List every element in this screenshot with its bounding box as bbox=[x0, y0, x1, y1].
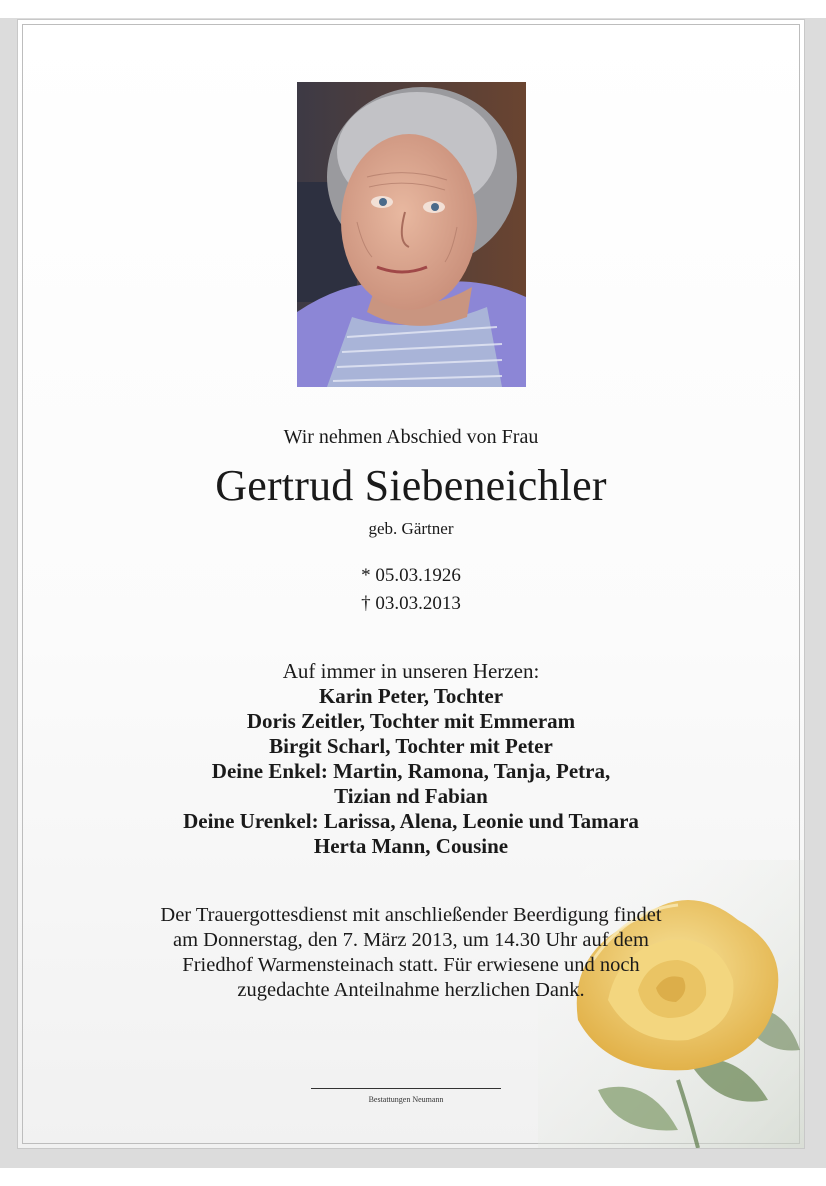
signature-line bbox=[311, 1088, 501, 1089]
mourner-line: Herta Mann, Cousine bbox=[313, 834, 509, 858]
service-line: zugedachte Anteilnahme herzlichen Dank. bbox=[237, 979, 585, 1001]
funeral-home-name: Bestattungen Neumann bbox=[368, 1095, 444, 1104]
service-info bbox=[18, 903, 804, 1003]
mourners-list bbox=[18, 659, 804, 859]
portrait-photo bbox=[297, 82, 526, 387]
service-line: Der Trauergottesdienst mit anschließender Beerdigung findet bbox=[160, 904, 662, 926]
service-line: Friedhof Warmensteinach statt. Für erwiesene und noch bbox=[182, 954, 640, 976]
mourner-line: Birgit Scharl, Tochter mit Peter bbox=[269, 734, 553, 758]
mourner-line: Tizian nd Fabian bbox=[334, 784, 488, 808]
birth-date: * 05.03.1926 bbox=[361, 565, 461, 586]
mourner-line: Karin Peter, Tochter bbox=[318, 684, 504, 708]
mourner-line: Doris Zeitler, Tochter mit Emmeram bbox=[246, 709, 576, 733]
death-date: † 03.03.2013 bbox=[361, 593, 461, 614]
birth-name: geb. Gärtner bbox=[368, 519, 454, 538]
mourners-heading: Auf immer in unseren Herzen: bbox=[282, 659, 540, 683]
mourner-line: Deine Enkel: Martin, Ramona, Tanja, Petra, bbox=[211, 759, 611, 783]
obituary-card bbox=[18, 20, 804, 1148]
intro-text: Wir nehmen Abschied von Frau bbox=[283, 426, 539, 448]
deceased-name: Gertrud Siebeneichler bbox=[215, 461, 607, 510]
mourner-line: Deine Urenkel: Larissa, Alena, Leonie und Tamara bbox=[183, 809, 639, 833]
service-line: am Donnerstag, den 7. März 2013, um 14.30 Uhr auf dem bbox=[173, 929, 649, 951]
